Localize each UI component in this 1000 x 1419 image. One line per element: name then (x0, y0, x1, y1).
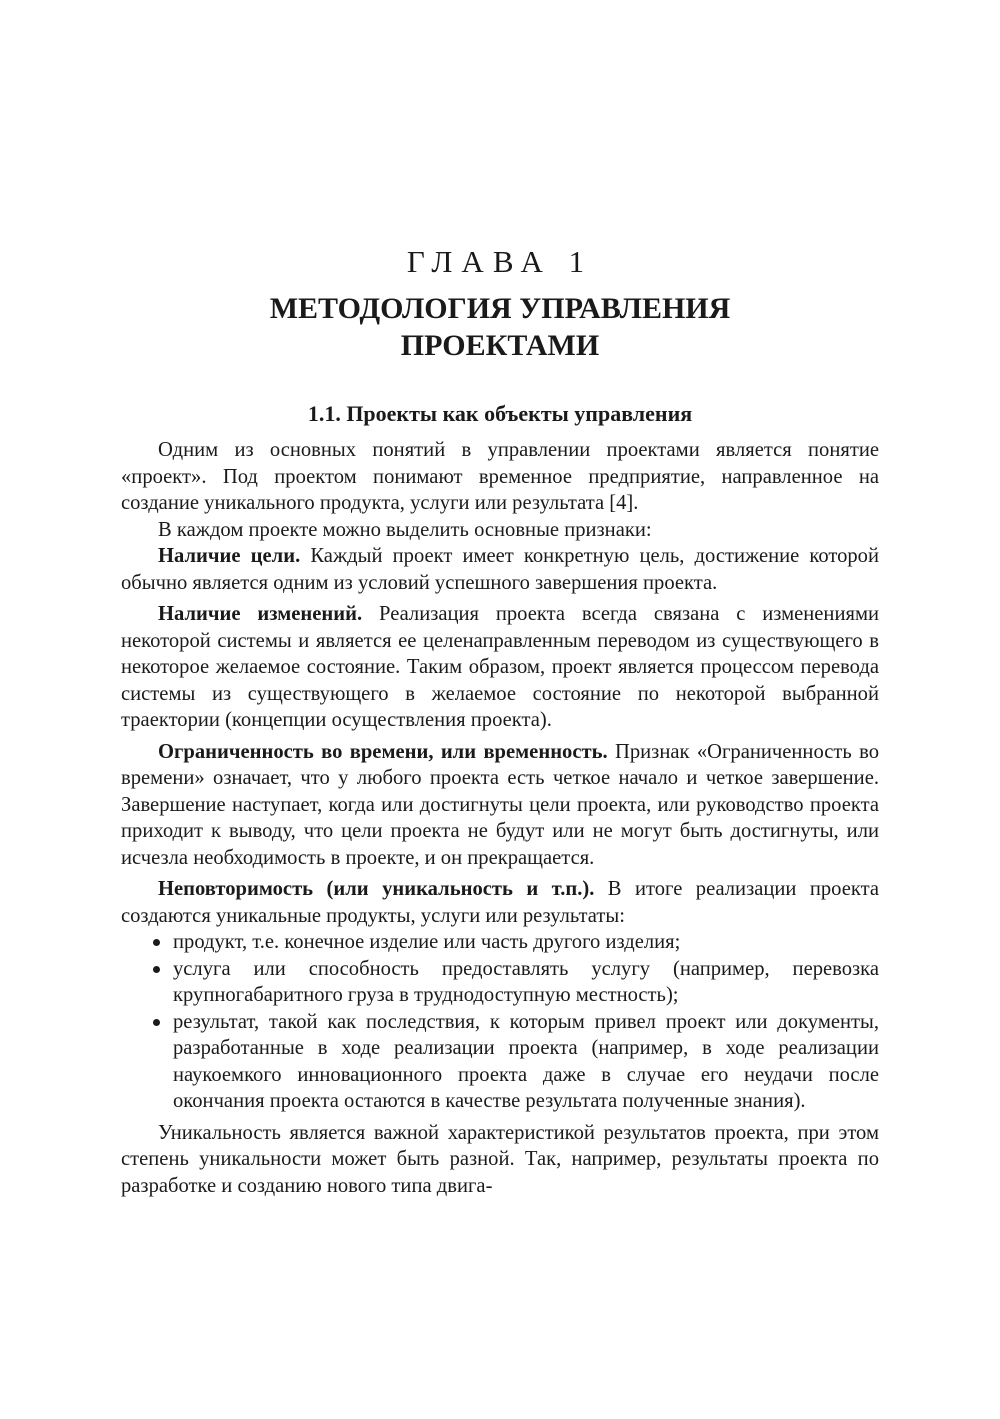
text-uniqueness: В итоге реализации проекта создаются уникальные продукты, услуги или результаты: (121, 878, 879, 927)
list-item-text: результат, такой как последствия, к которым привел проект или документы, разработанные в ходе реализации проекта (например, в ходе реализации наукоемкого инновационного проекта даже в случае его неудачи после окончания проекта остаются в качестве результата полученные знания). (173, 1010, 879, 1112)
paragraph-intro: Одним из основных понятий в управлении проектами является понятие «проект». Под проектом понимают временное предприятие, направленное на создание уникального продукта, услуги или результата [4]. (121, 439, 879, 514)
term-changes: Наличие изменений. (158, 603, 363, 625)
bullet-icon (153, 1019, 160, 1026)
body-text (121, 437, 879, 1199)
chapter-title-line-1: МЕТОДОЛОГИЯ УПРАВЛЕНИЯ (269, 292, 731, 325)
list-item (121, 956, 879, 1009)
bullet-icon (153, 939, 160, 946)
list-item (121, 929, 879, 956)
list-item (121, 1009, 879, 1115)
term-uniqueness: Неповторимость (или уникальность и т.п.). (158, 878, 595, 900)
list-item-text: продукт, т.е. конечное изделие или часть другого изделия; (173, 931, 681, 953)
text-changes: Реализация проекта всегда связана с изменениями некоторой системы и является ее целенаправленным переводом из существующего в некоторое желаемое состояние. Таким образом, проект является процессом перевода системы из существующего в желаемое состояние по некоторой выбранной траектории (концепции осуществления проекта). (121, 603, 880, 731)
paragraph-time-limit (121, 739, 879, 872)
paragraph-uniqueness-degree: Уникальность является важной характеристикой результатов проекта, при этом степень уникальности может быть разной. Так, например, результаты проекта по разработке и созданию нового типа двига- (121, 1121, 879, 1197)
chapter-title-line-2: ПРОЕКТАМИ (400, 329, 600, 362)
list-item-text: услуга или способность предоставлять услугу (например, перевозка крупногабаритного груза в труднодоступную местность); (173, 957, 879, 1006)
paragraph-goal (121, 543, 879, 596)
section-title: 1.1. Проекты как объекты управления (307, 401, 693, 426)
term-goal: Наличие цели. (158, 545, 301, 567)
chapter-title (121, 290, 879, 364)
chapter-label: ГЛАВА 1 (406, 244, 594, 279)
paragraph-changes (121, 601, 879, 734)
bullet-icon (153, 966, 160, 973)
results-list (121, 929, 879, 1115)
paragraph-features-intro: В каждом проекте можно выделить основные признаки: (158, 518, 652, 541)
text-time-limit: Признак «Ограниченность во времени» означает, что у любого проекта есть четкое начало и четкое завершение. Завершение наступает, когда или достигнуты цели проекта, или руководство проекта приходит к выводу, что цели проекта не будут или не могут быть достигнуты, или исчезла необходимость в проекте, и он прекращается. (121, 740, 880, 869)
text-goal: Каждый проект имеет конкретную цель, достижение которой обычно является одним из условий успешного завершения проекта. (121, 545, 879, 594)
paragraph-uniqueness (121, 876, 879, 929)
term-time-limit: Ограниченность во времени, или временность. (158, 740, 608, 763)
